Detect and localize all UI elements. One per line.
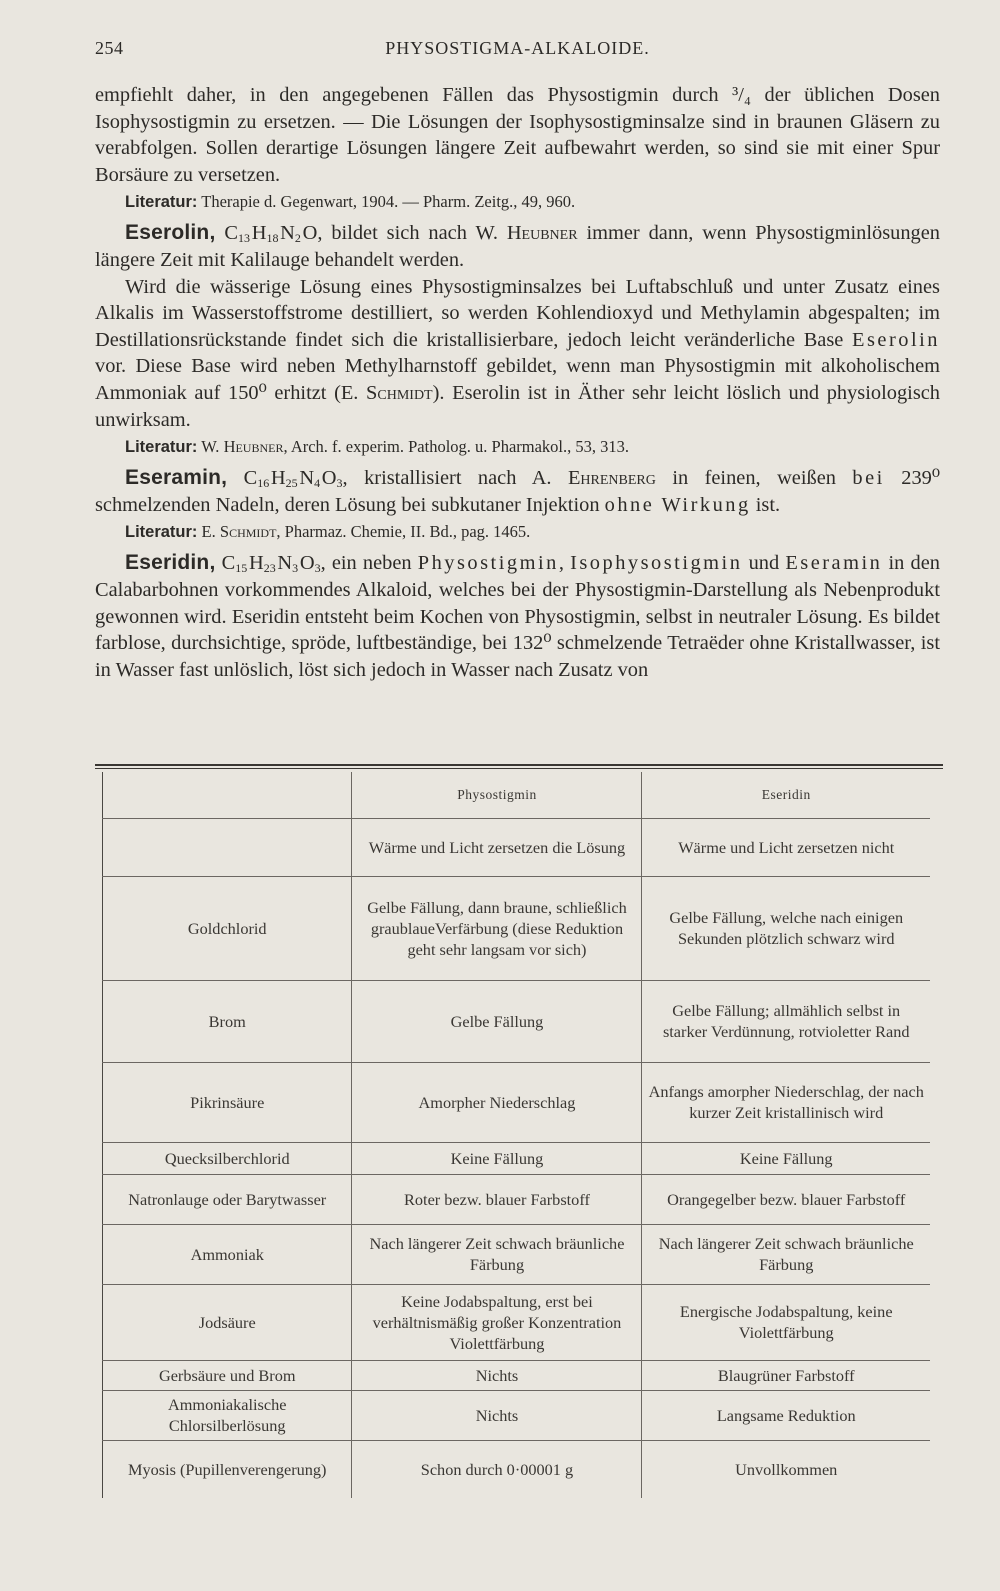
reagent-cell: Pikrinsäure bbox=[103, 1062, 352, 1142]
entry-text: immer dann, wenn Physostigminlösungen längere Zeit mit Kalilauge behandelt werden. bbox=[95, 222, 940, 271]
author-name: Heubner bbox=[223, 437, 284, 457]
entry-text: 239⁰ schmelzenden Nadeln, deren Lösung bei subkutaner Injektion bbox=[95, 467, 941, 516]
table-row bbox=[103, 1360, 931, 1390]
eseridin-cell: Energische Jodabspaltung, keine Violettfärbung bbox=[642, 1284, 930, 1360]
literature-label: Literatur: bbox=[125, 193, 198, 212]
spaced-term: Eserolin bbox=[852, 328, 940, 351]
entry-text: ist. bbox=[755, 493, 781, 516]
comparison-table-body bbox=[103, 772, 931, 1498]
reagent-cell: Gerbsäure und Brom bbox=[103, 1360, 352, 1390]
header-cell-physostigmin: Physostigmin bbox=[352, 772, 642, 818]
eseridin-cell: Unvollkommen bbox=[642, 1440, 930, 1498]
entry-eseramin bbox=[95, 465, 940, 518]
physostigmin-cell: Nach längerer Zeit schwach bräunliche Färbung bbox=[352, 1224, 642, 1284]
reagent-cell: Goldchlorid bbox=[103, 876, 352, 980]
reagent-cell: Natronlauge oder Barytwasser bbox=[103, 1174, 352, 1224]
table-row bbox=[103, 1440, 931, 1498]
table-row bbox=[103, 876, 931, 980]
physostigmin-cell: Schon durch 0·00001 g bbox=[352, 1440, 642, 1498]
entry-text: und bbox=[748, 552, 780, 575]
entry-text: ein neben bbox=[331, 552, 412, 575]
table-row bbox=[103, 1174, 931, 1224]
body-text bbox=[95, 82, 940, 683]
formula-eseramin: $C_{16}$ $H_{25}$ $N_4$ $O_3$, bbox=[243, 467, 348, 491]
reagent-cell: Myosis (Pupillenverengerung) bbox=[103, 1440, 352, 1498]
table-header-row bbox=[103, 772, 931, 818]
entry-text: bildet sich nach W. bbox=[331, 222, 498, 245]
table-row bbox=[103, 818, 931, 876]
physostigmin-cell: Wärme und Licht zersetzen die Lösung bbox=[352, 818, 642, 876]
entry-text: , bbox=[558, 552, 564, 575]
literature-text: Therapie d. Gegenwart, 1904. — Pharm. Zeitg., 49, 960. bbox=[201, 192, 576, 212]
literature-text: , Pharmaz. Chemie, II. Bd., pag. 1465. bbox=[276, 522, 531, 542]
eseridin-cell: Gelbe Fällung, welche nach einigen Sekunden plötzlich schwarz wird bbox=[642, 876, 930, 980]
physostigmin-cell: Amorpher Niederschlag bbox=[352, 1062, 642, 1142]
entry-heading-eserolin: Eserolin, bbox=[125, 221, 216, 245]
reagent-cell: Quecksilberchlorid bbox=[103, 1142, 352, 1174]
physostigmin-cell: Keine Fällung bbox=[352, 1142, 642, 1174]
eseridin-cell: Gelbe Fällung; allmählich selbst in starker Verdünnung, rotvioletter Rand bbox=[642, 980, 930, 1062]
entry-text: ). Eserolin ist in Äther sehr leicht löslich und physiologisch unwirksam. bbox=[95, 381, 940, 431]
running-title: PHYSOSTIGMA-ALKALOIDE. bbox=[385, 38, 650, 58]
entry-heading-eseramin: Eseramin, bbox=[125, 466, 228, 490]
eseridin-cell: Blaugrüner Farbstoff bbox=[642, 1360, 930, 1390]
reagent-cell: Jodsäure bbox=[103, 1284, 352, 1360]
entry-eserolin bbox=[95, 220, 940, 273]
literature-label: Literatur: bbox=[125, 523, 198, 542]
author-name: Heubner bbox=[506, 222, 578, 245]
table-row bbox=[103, 1062, 931, 1142]
physostigmin-cell: Nichts bbox=[352, 1360, 642, 1390]
literature-text: E. bbox=[201, 522, 216, 542]
physostigmin-cell: Gelbe Fällung, dann braune, schließlich graublaueVerfärbung (diese Reduktion geht sehr langsam vor sich) bbox=[352, 876, 642, 980]
author-name: Schmidt bbox=[219, 522, 277, 542]
entry-text: vor. Diese Base wird neben Methylharnstoff gebildet, wenn man Physostigmin mit alkoholischem Ammoniak auf 150⁰ erhitzt (E. bbox=[95, 355, 940, 404]
header-cell-empty bbox=[103, 772, 352, 818]
table-row bbox=[103, 980, 931, 1062]
physostigmin-cell: Roter bezw. blauer Farbstoff bbox=[352, 1174, 642, 1224]
spaced-term: Physostigmin bbox=[417, 552, 559, 575]
entry-heading-eseridin: Eseridin, bbox=[125, 551, 216, 575]
spaced-term: Isophysostigmin bbox=[570, 552, 743, 575]
physostigmin-cell: Gelbe Fällung bbox=[352, 980, 642, 1062]
table-row bbox=[103, 1224, 931, 1284]
reagent-cell: Brom bbox=[103, 980, 352, 1062]
physostigmin-cell: Nichts bbox=[352, 1390, 642, 1440]
table-top-rule bbox=[95, 764, 943, 766]
comparison-table bbox=[102, 772, 930, 1498]
entry-text: kristallisiert nach A. bbox=[364, 467, 552, 490]
literature-text: , Arch. f. experim. Patholog. u. Pharmakol., 53, 313. bbox=[283, 437, 630, 457]
entry-text: Wird die wässerige Lösung eines Physostigminsalzes bei Luftabschluß und unter Zusatz eines Alkalis im Wasserstoffstrome destilliert, so werden Kohlendioxyd und Methylamin abgespalten; im Destillationsrückstande findet sich die kristallisierbare, jedoch leicht veränderliche Base bbox=[95, 275, 940, 351]
eserolin-paragraph-2 bbox=[95, 274, 940, 434]
eseridin-cell: Keine Fällung bbox=[642, 1142, 930, 1174]
entry-text: in feinen, weißen bbox=[672, 467, 836, 490]
literature-text: W. bbox=[201, 437, 220, 457]
author-name: Schmidt bbox=[366, 381, 433, 404]
table-row bbox=[103, 1390, 931, 1440]
entry-eseridin bbox=[95, 550, 940, 683]
eseridin-cell: Anfangs amorpher Niederschlag, der nach kurzer Zeit kristallinisch wird bbox=[642, 1062, 930, 1142]
eseridin-cell: Orangegelber bezw. blauer Farbstoff bbox=[642, 1174, 930, 1224]
reagent-cell: Ammoniak bbox=[103, 1224, 352, 1284]
reagent-cell: Ammoniakalische Chlorsilberlösung bbox=[103, 1390, 352, 1440]
table-row bbox=[103, 1284, 931, 1360]
eseridin-cell: Langsame Reduktion bbox=[642, 1390, 930, 1440]
literature-ref-3 bbox=[95, 520, 940, 544]
eseridin-cell: Nach längerer Zeit schwach bräunliche Färbung bbox=[642, 1224, 930, 1284]
table-row bbox=[103, 1142, 931, 1174]
literature-ref-1 bbox=[95, 190, 940, 214]
table-top-rule-thin bbox=[95, 768, 943, 769]
reagent-cell bbox=[103, 818, 352, 876]
spaced-term: bei bbox=[852, 467, 885, 490]
page-header bbox=[95, 38, 940, 64]
author-name: Ehrenberg bbox=[567, 467, 656, 490]
entry-text: in den Calabarbohnen vorkommendes Alkaloid, welches bei der Physostigmin-Darstellung als Nebenprodukt gewonnen wird. Eseridin entsteht beim Kochen von Physostigmin, selbst in neutraler Lösung. Es bildet farblose, durchsichtige, spröde, luftbeständige, bei 132⁰ schmelzende Tetraëder ohne Kristallwasser, ist in Wasser fast unlöslich, löst sich jedoch in Wasser nach Zusatz von bbox=[95, 552, 940, 681]
literature-label: Literatur: bbox=[125, 438, 198, 457]
formula-eseridin: $C_{15}$ $H_{23}$ $N_3$ $O_3$, bbox=[221, 552, 326, 576]
spaced-term: Eseramin bbox=[785, 552, 883, 575]
literature-ref-2 bbox=[95, 435, 940, 459]
page-number: 254 bbox=[95, 38, 124, 58]
formula-eserolin: $C_{13}$ $H_{18}$ $N_2$ O, bbox=[224, 222, 323, 246]
intro-paragraph: empfiehlt daher, in den angegebenen Fällen das Physostigmin durch ³/₄ der üblichen Dosen Isophysostigmin zu ersetzen. — Die Lösungen der Isophysostigminsalze sind in braunen Gläsern zu verabfolgen. Sollen derartige Lösungen längere Zeit aufbewahrt werden, so sind sie mit einer Spur Borsäure zu versetzen. bbox=[95, 84, 940, 186]
eseridin-cell: Wärme und Licht zersetzen nicht bbox=[642, 818, 930, 876]
header-cell-eseridin: Eseridin bbox=[642, 772, 930, 818]
spaced-term: ohne Wirkung bbox=[604, 493, 751, 516]
physostigmin-cell: Keine Jodabspaltung, erst bei verhältnismäßig großer Konzentration Violettfärbung bbox=[352, 1284, 642, 1360]
